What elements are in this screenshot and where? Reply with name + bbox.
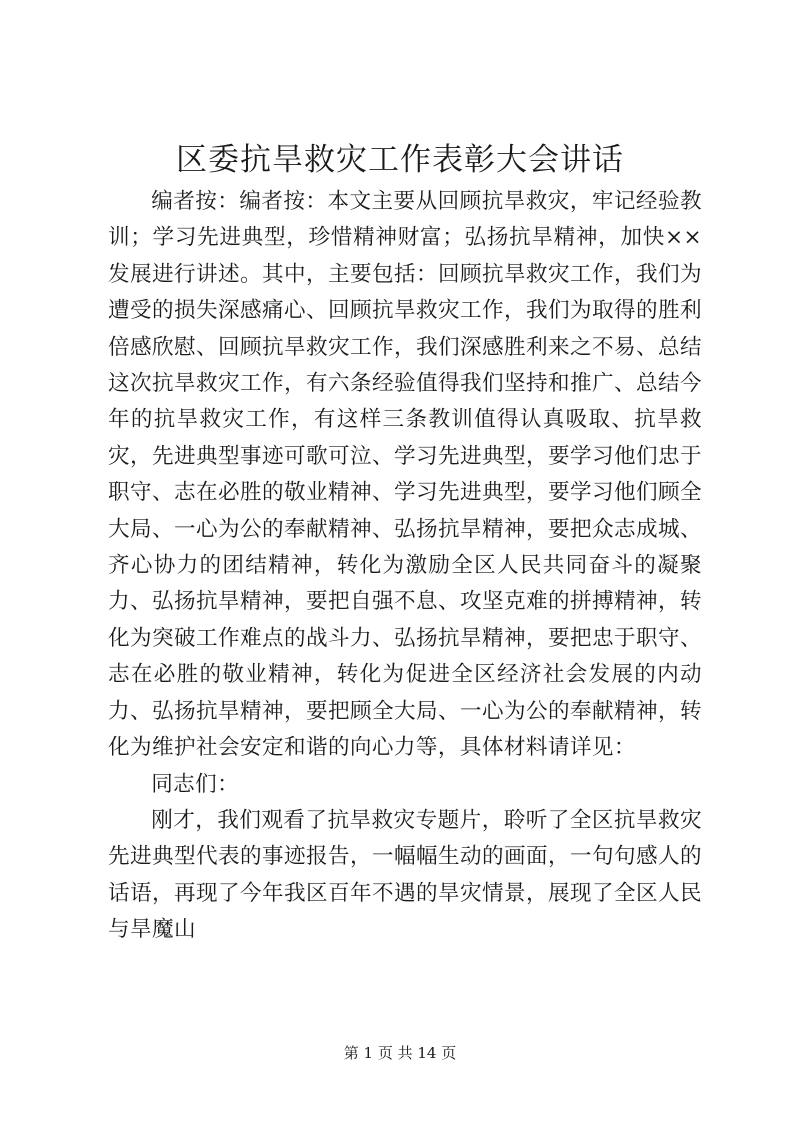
page-footer: 第 1 页 共 14 页 — [343, 1044, 457, 1062]
document-body — [108, 184, 702, 949]
editor-note-paragraph: 编者按：编者按：本文主要从回顾抗旱救灾，牢记经验教训；学习先进典型，珍惜精神财富；弘扬抗旱精神，加快××发展进行讲述。其中，主要包括：回顾抗旱救灾工作，我们为遭受的损失深感痛心、回顾抗旱救灾工作，我们为取得的胜利倍感欣慰、回顾抗旱救灾工作，我们深感胜利来之不易、总结这次抗旱救灾工作，有六条经验值得我们坚持和推广、总结今年的抗旱救灾工作，有这样三条教训值得认真吸取、抗旱救灾，先进典型事迹可歌可泣、学习先进典型，要学习他们忠于职守、志在必胜的敬业精神、学习先进典型，要学习他们顾全大局、一心为公的奉献精神、弘扬抗旱精神，要把众志成城、齐心协力的团结精神，转化为激励全区人民共同奋斗的凝聚力、弘扬抗旱精神，要把自强不息、攻坚克难的拼搏精神，转化为突破工作难点的战斗力、弘扬抗旱精神，要把忠于职守、志在必胜的敬业精神，转化为促进全区经济社会发展的内动力、弘扬抗旱精神，要把顾全大局、一心为公的奉献精神，转化为维护社会安定和谐的向心力等，具体材料请详见： — [108, 189, 702, 761]
body-paragraph: 刚才，我们观看了抗旱救灾专题片，聆听了全区抗旱救灾先进典型代表的事迹报告，一幅幅生动的画面，一句句感人的话语，再现了今年我区百年不遇的旱灾情景，展现了全区人民与旱魔山 — [108, 807, 702, 943]
salutation-paragraph: 同志们： — [151, 771, 240, 797]
document-title: 区委抗旱救灾工作表彰大会讲话 — [176, 142, 624, 178]
